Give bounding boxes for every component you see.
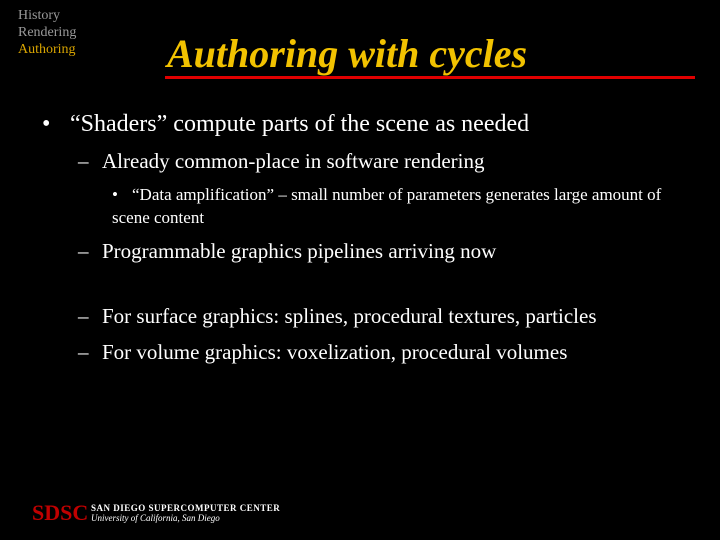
- section-nav: [18, 7, 76, 58]
- bullet-marker: –: [78, 304, 89, 328]
- nav-item-history: History: [18, 8, 60, 23]
- bullet-shaders: [42, 111, 529, 138]
- bullet-surface-graphics: [78, 304, 597, 329]
- bullet-text: For volume graphics: voxelization, procedural volumes: [102, 340, 568, 364]
- bullet-marker: –: [78, 149, 89, 173]
- bullet-data-amplification: [112, 183, 702, 229]
- bullet-volume-graphics: [78, 340, 567, 365]
- bullet-text: Programmable graphics pipelines arriving now: [102, 239, 497, 263]
- bullet-marker: –: [78, 340, 89, 364]
- bullet-software-rendering: [78, 149, 485, 174]
- footer-org: [91, 503, 280, 523]
- bullet-marker: –: [78, 239, 89, 263]
- footer-org-name: SAN DIEGO SUPERCOMPUTER CENTER: [91, 503, 281, 513]
- nav-item-authoring: Authoring: [18, 42, 76, 57]
- title-underline: [165, 76, 695, 79]
- bullet-text: “Data amplification” – small number of parameters generates large amount of scene content: [112, 185, 662, 227]
- nav-item-rendering: Rendering: [18, 25, 77, 40]
- bullet-text: “Shaders” compute parts of the scene as needed: [70, 111, 530, 137]
- slide-title: Authoring with cycles: [167, 31, 528, 76]
- footer-university: University of California, San Diego: [91, 513, 220, 523]
- bullet-marker: •: [112, 185, 118, 204]
- bullet-text: Already common-place in software rendering: [102, 149, 485, 173]
- bullet-text: For surface graphics: splines, procedural textures, particles: [102, 304, 597, 328]
- bullet-programmable-pipelines: [78, 239, 496, 264]
- bullet-marker: •: [42, 111, 51, 137]
- sdsc-logo: SDSC: [32, 500, 89, 525]
